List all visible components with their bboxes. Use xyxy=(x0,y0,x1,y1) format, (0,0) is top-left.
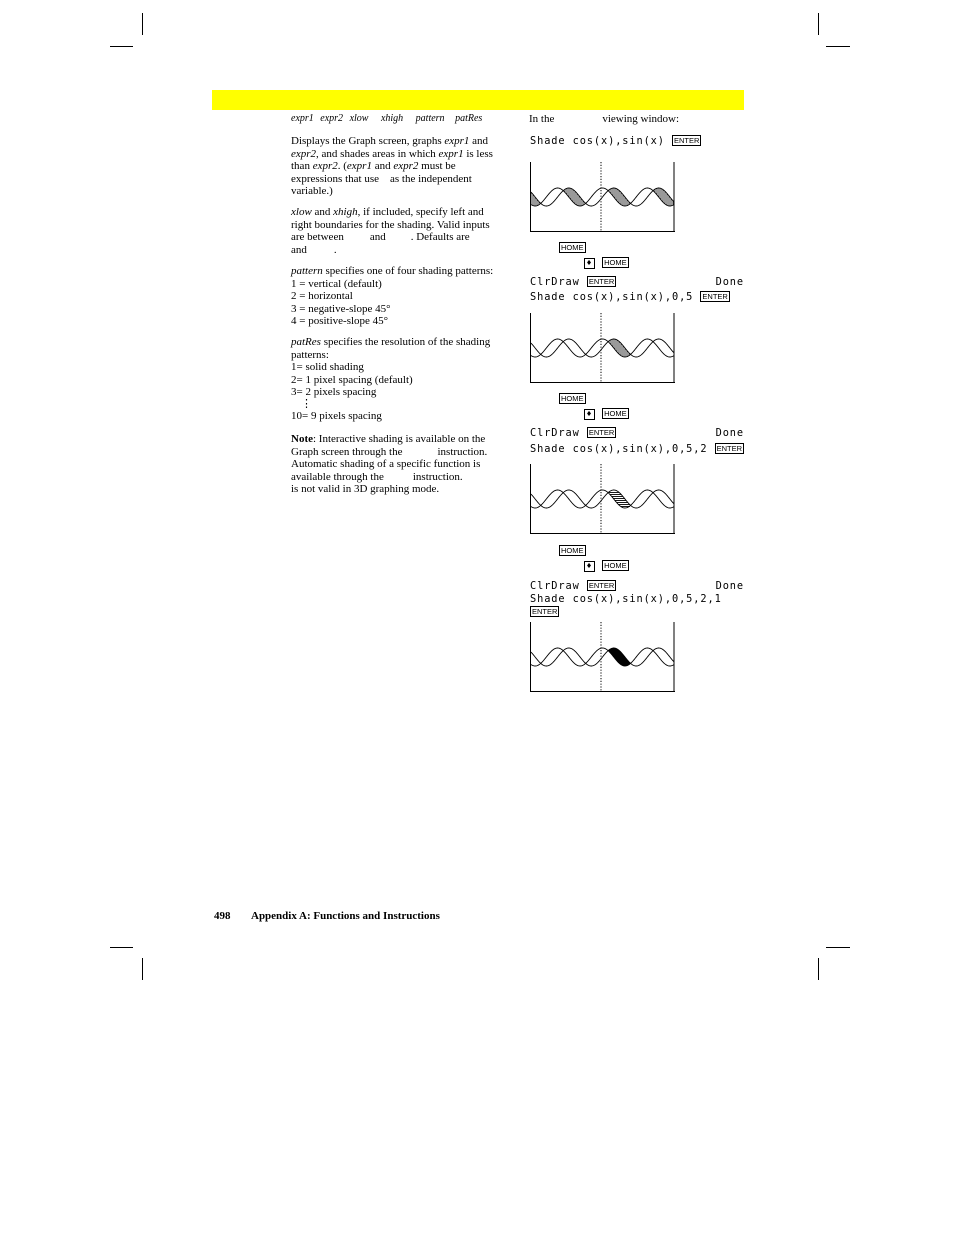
page-number: 498 xyxy=(214,910,231,922)
shading-mark xyxy=(616,492,617,493)
shading-mark xyxy=(615,494,616,495)
shading-mark xyxy=(619,494,620,495)
shading-mark xyxy=(625,504,626,505)
shading-mark xyxy=(617,494,618,495)
shading-mark xyxy=(627,506,628,507)
shading-mark xyxy=(614,494,615,495)
shading-mark xyxy=(615,498,616,499)
shading-mark xyxy=(620,496,621,497)
shading-mark xyxy=(618,498,619,499)
shading-mark xyxy=(614,498,615,499)
diamond-key: ♦ xyxy=(585,562,594,570)
diamond-key: ♦ xyxy=(585,259,594,267)
shading-mark xyxy=(624,502,625,503)
shading-mark xyxy=(618,500,619,501)
diamond-key: ♦ xyxy=(585,410,594,418)
list-item: 4 = positive-slope 45° xyxy=(291,315,389,327)
patres-paragraph: patRes specifies the resolution of the shading patterns: 1= solid shading 2= 1 pixel spacing (default) 3= 2 pixels spacing ⋮ 10= 9 pixels spacing xyxy=(291,336,491,422)
graph-screen-1 xyxy=(530,162,675,232)
home-key-line xyxy=(559,545,586,558)
shading-mark xyxy=(624,500,625,501)
shading-mark xyxy=(618,494,619,495)
ellipsis: ⋮ xyxy=(301,397,312,410)
example-intro: In the viewing window: xyxy=(529,113,680,125)
shading-mark xyxy=(625,502,626,503)
syntax-line xyxy=(291,113,482,126)
shading-mark xyxy=(618,496,619,497)
shading-mark xyxy=(617,498,618,499)
shading-mark xyxy=(623,506,624,507)
enter-key: ENTER xyxy=(702,292,728,301)
home-key: HOME xyxy=(561,394,584,403)
shading-mark xyxy=(621,500,622,501)
diamond-home-line xyxy=(584,257,629,270)
shading-mark xyxy=(619,498,620,499)
home-key: HOME xyxy=(604,258,627,267)
shading-mark xyxy=(620,502,621,503)
shading-mark xyxy=(613,496,614,497)
shading-mark xyxy=(623,504,624,505)
list-item: 3= 2 pixels spacing xyxy=(291,386,377,398)
crop-mark xyxy=(142,958,143,980)
description-paragraph: Displays the Graph screen, graphs expr1 and expr2, and shades areas in which expr1 is less than expr2. (expr1 and expr2 must be expressions that use as the independent variable.) xyxy=(291,135,493,197)
shading-mark xyxy=(614,496,615,497)
shading-mark xyxy=(616,494,617,495)
shading-mark xyxy=(614,492,615,493)
note-paragraph: Note: Interactive shading is available on the Graph screen through the instruction. Automatic shading of a specific function is available through the instruction. is not valid in 3D graphing mode. xyxy=(291,433,488,495)
done-label: Done xyxy=(715,276,744,288)
enter-key: ENTER xyxy=(588,581,615,590)
clrdraw-line: ClrDraw ENTER Done xyxy=(530,427,744,439)
shading-mark xyxy=(612,492,613,493)
clrdraw-line: ClrDraw ENTER Done xyxy=(530,276,744,288)
shading-mark xyxy=(613,492,614,493)
enter-key: ENTER xyxy=(716,444,743,453)
graph-screen-3 xyxy=(530,464,675,534)
clrdraw-line: ClrDraw ENTER Done xyxy=(530,580,744,592)
shading-mark xyxy=(610,492,611,493)
graph-screen-2 xyxy=(530,313,675,383)
syntax-xhigh: xhigh xyxy=(380,113,404,124)
shading-mark xyxy=(616,500,617,501)
shading-mark xyxy=(616,496,617,497)
shading-mark xyxy=(619,500,620,501)
shading-mark xyxy=(624,506,625,507)
enter-key: ENTER xyxy=(588,428,615,437)
shading-mark xyxy=(626,506,627,507)
shading-mark xyxy=(619,496,620,497)
shading-mark xyxy=(622,502,623,503)
shading-mark xyxy=(627,504,628,505)
shading-mark xyxy=(623,500,624,501)
list-item: 1 = vertical (default) xyxy=(291,277,382,290)
graph-screen-4 xyxy=(530,622,675,692)
list-item: 10= 9 pixels spacing xyxy=(291,409,382,422)
crop-mark xyxy=(818,958,819,980)
command-line-3: Shade cos(x),sin(x),0,5,2 ENTER xyxy=(530,443,743,455)
crop-mark xyxy=(110,46,133,47)
home-key: HOME xyxy=(561,546,584,555)
list-item: 2= 1 pixel spacing (default) xyxy=(291,373,413,386)
syntax-pattern: pattern xyxy=(415,113,445,124)
bounds-paragraph: xlow and xhigh, if included, specify left and right boundaries for the shading. Valid inputs are between and . Defaults are and . xyxy=(291,206,490,256)
home-key: HOME xyxy=(604,409,627,418)
crop-mark xyxy=(818,13,819,35)
shading-mark xyxy=(624,504,625,505)
home-key-line xyxy=(559,393,586,406)
diamond-home-line xyxy=(584,408,629,421)
command-line-1: Shade cos(x),sin(x) ENTER xyxy=(530,135,700,147)
shading-mark xyxy=(617,496,618,497)
pattern-paragraph: pattern specifies one of four shading patterns: 1 = vertical (default) 2 = horizontal 3 = negative-slope 45° 4 = positive-slope 45° xyxy=(291,265,494,327)
crop-mark xyxy=(142,13,143,35)
shading-mark xyxy=(620,498,621,499)
shading-mark xyxy=(617,492,618,493)
shading-mark xyxy=(616,498,617,499)
shading-mark xyxy=(622,506,623,507)
shading-mark xyxy=(626,502,627,503)
header-band xyxy=(212,90,744,110)
shading-mark xyxy=(611,492,612,493)
crop-mark xyxy=(110,947,133,948)
shading-mark xyxy=(620,500,621,501)
enter-key: ENTER xyxy=(588,277,615,286)
diamond-home-line xyxy=(584,560,629,573)
home-key: HOME xyxy=(561,243,584,252)
crop-mark xyxy=(826,947,850,948)
crop-mark xyxy=(826,46,850,47)
shading-mark xyxy=(615,492,616,493)
shading-mark xyxy=(611,494,612,495)
shading-mark xyxy=(615,496,616,497)
shading-mark xyxy=(612,494,613,495)
syntax-patres: patRes xyxy=(455,113,483,124)
shading-mark xyxy=(618,502,619,503)
enter-key: ENTER xyxy=(532,607,558,616)
syntax-expr1: expr1 xyxy=(291,113,314,124)
shading-mark xyxy=(622,500,623,501)
shading-mark xyxy=(622,504,623,505)
shading-mark xyxy=(620,504,621,505)
home-key-line xyxy=(559,242,586,255)
shading-mark xyxy=(623,502,624,503)
footer-title: Appendix A: Functions and Instructions xyxy=(251,910,440,922)
syntax-expr2: expr2 xyxy=(320,113,344,124)
shading-mark xyxy=(622,498,623,499)
list-item: 3 = negative-slope 45° xyxy=(291,302,391,315)
done-label: Done xyxy=(715,580,744,592)
shading-mark xyxy=(621,496,622,497)
shading-mark xyxy=(613,494,614,495)
command-line-4: Shade cos(x),sin(x),0,5,2,1 ENTER xyxy=(530,593,722,616)
shading-mark xyxy=(626,504,627,505)
command-line-2: Shade cos(x),sin(x),0,5 ENTER xyxy=(530,291,728,303)
shading-mark xyxy=(621,498,622,499)
shading-mark xyxy=(617,500,618,501)
shading-mark xyxy=(621,502,622,503)
done-label: Done xyxy=(715,427,744,439)
shading-mark xyxy=(619,502,620,503)
enter-key: ENTER xyxy=(674,136,700,145)
shading-mark xyxy=(625,506,626,507)
list-item: 2 = horizontal xyxy=(291,290,353,302)
shading-mark xyxy=(621,504,622,505)
syntax-xlow: xlow xyxy=(349,113,369,124)
home-key: HOME xyxy=(604,561,627,570)
list-item: 1= solid shading xyxy=(291,361,364,373)
